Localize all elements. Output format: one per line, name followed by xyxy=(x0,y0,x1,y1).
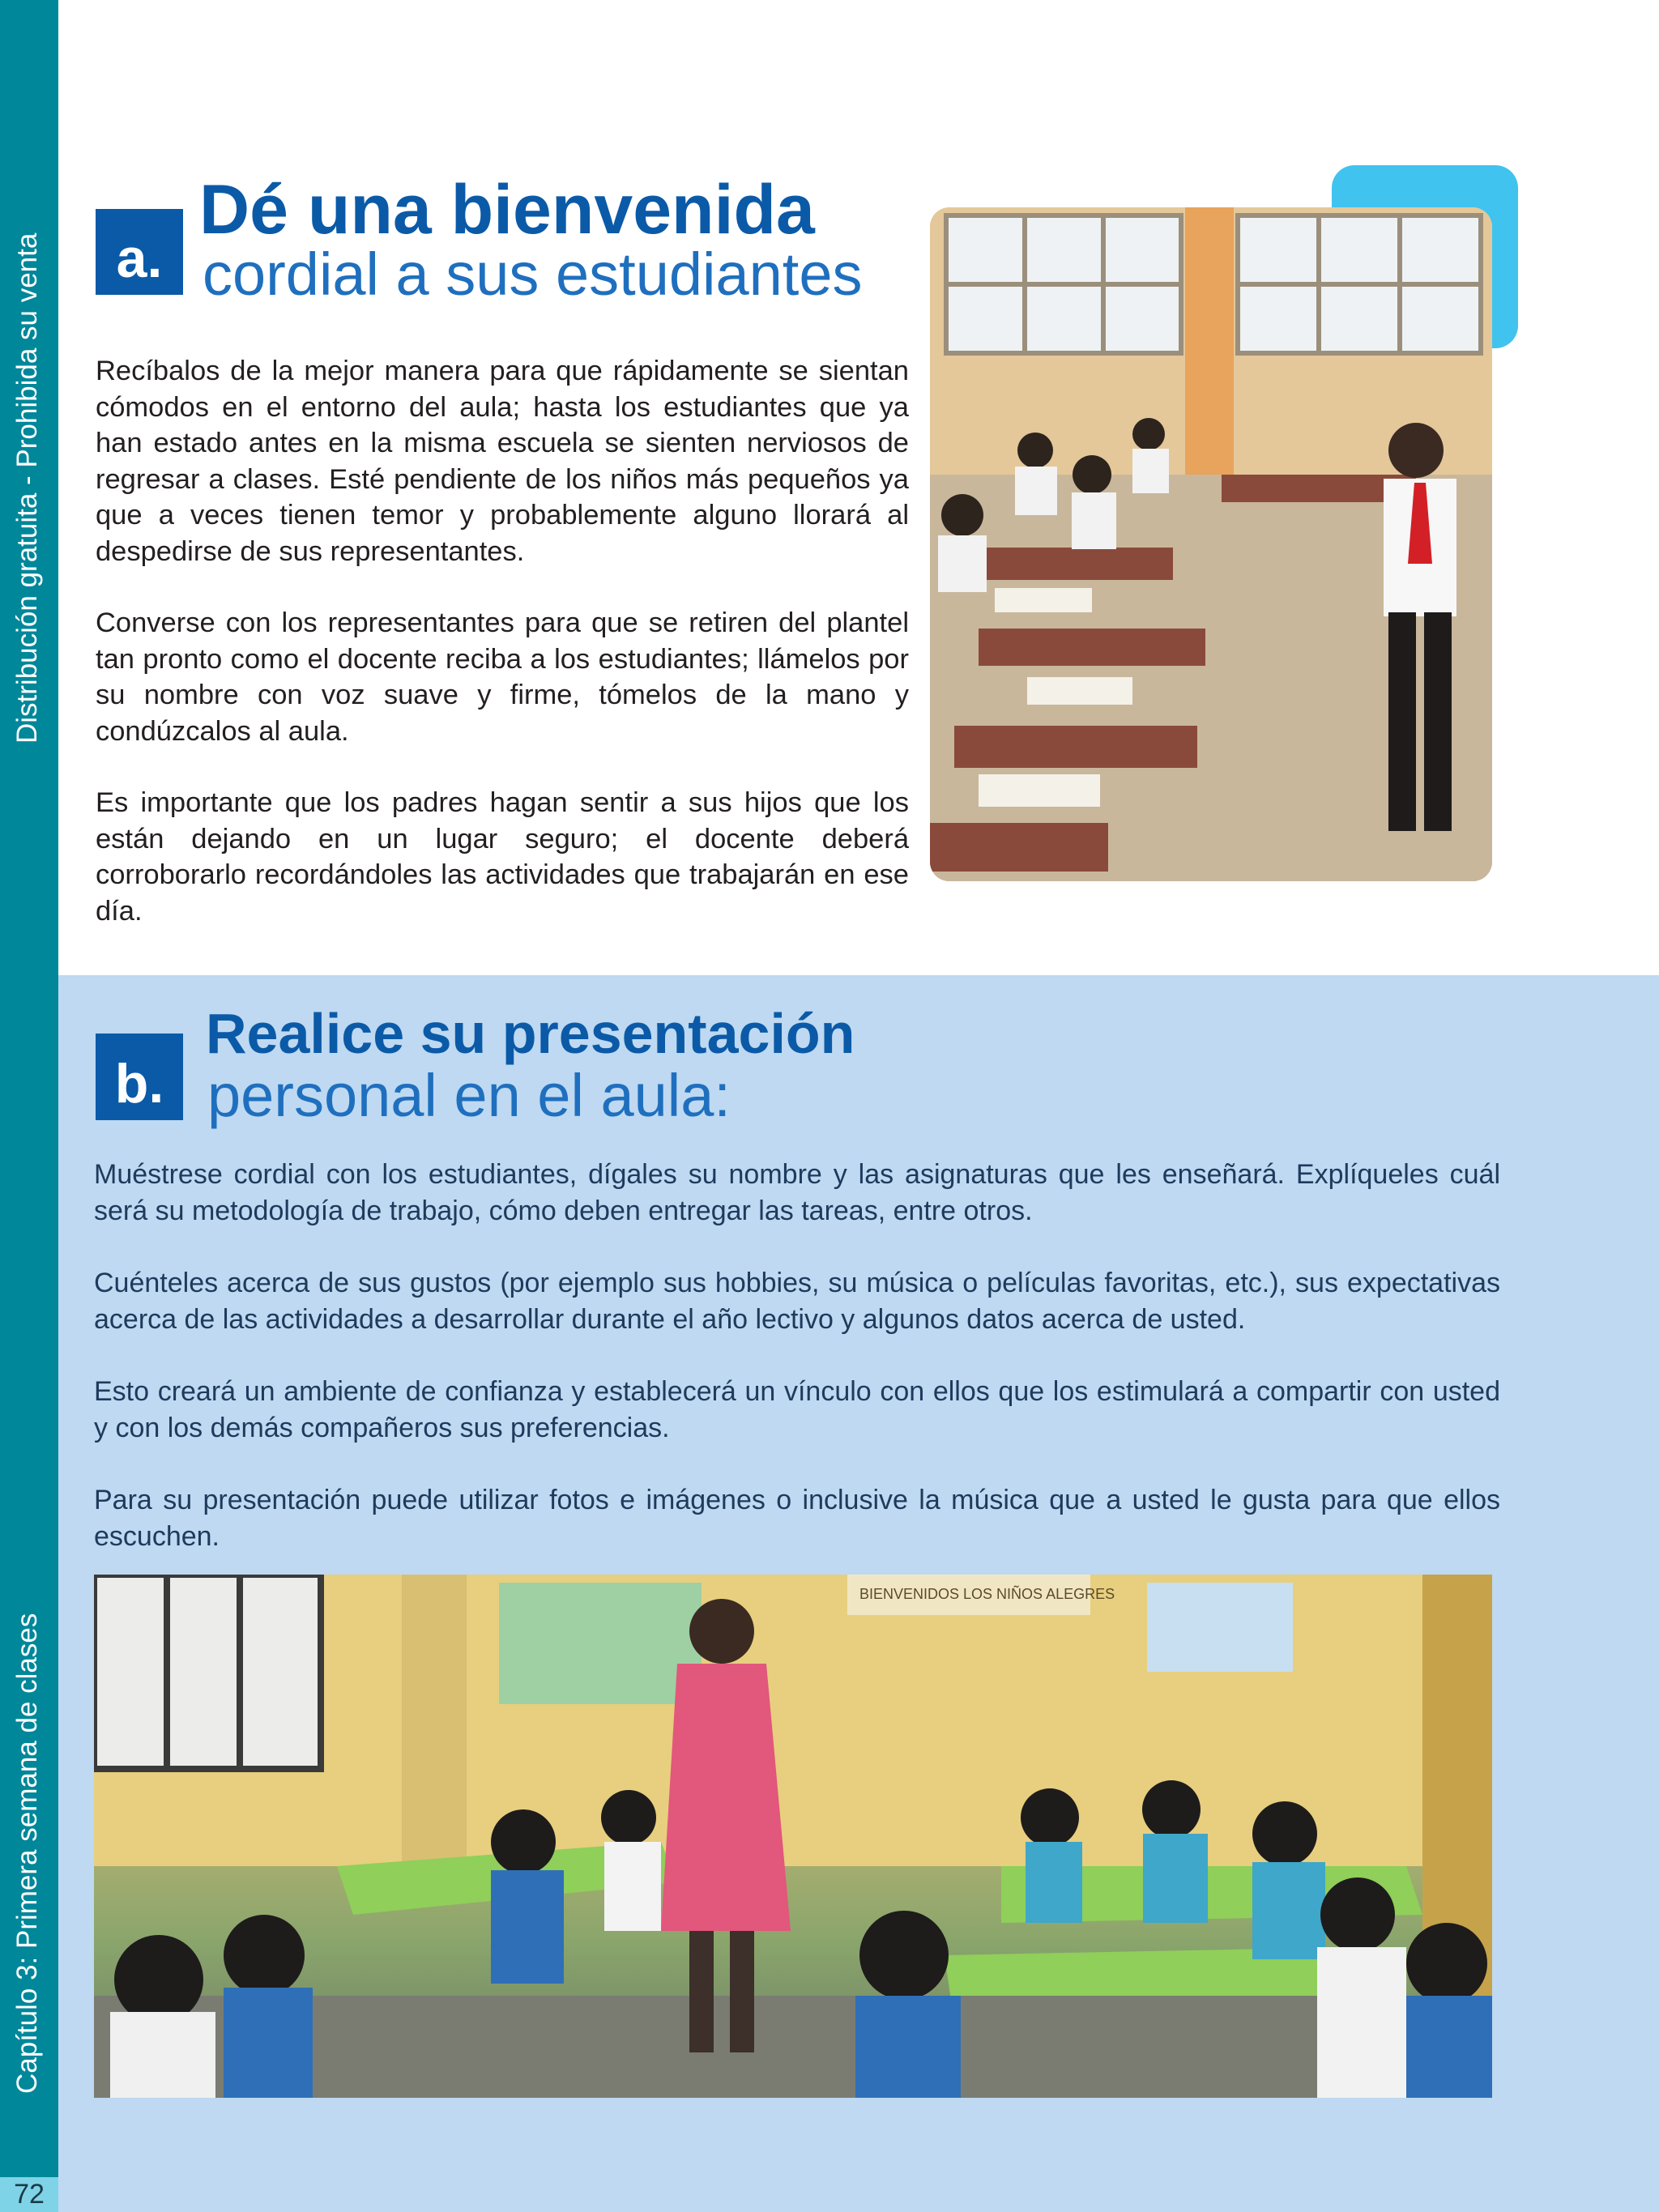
section-b-paragraph-4: Para su presentación puede utilizar fotos e imágenes o inclusive la música que a usted le gusta para que ellos escuchen. xyxy=(94,1485,1500,1552)
section-b-body xyxy=(94,1157,1500,1591)
section-b-paragraph-1: Muéstrese cordial con los estudiantes, dígales su nombre y las asignaturas que les enseñará. Explíqueles cuál será su metodología de trabajo, cómo deben entregar las tareas, entre otros. xyxy=(94,1159,1500,1226)
section-b-letter: b. xyxy=(96,1034,183,1120)
section-a-letter: a. xyxy=(96,209,183,295)
wall-sign: BIENVENIDOS LOS NIÑOS ALEGRES xyxy=(859,1586,1115,1602)
sidebar-distribution-notice: Distribución gratuita - Prohibida su venta xyxy=(11,232,43,744)
classroom-photo-teacher-welcome xyxy=(930,207,1492,881)
section-b-paragraph-3: Esto creará un ambiente de confianza y establecerá un vínculo con ellos que los estimulará a compartir con usted y con los demás compañeros sus preferencias. xyxy=(94,1376,1500,1443)
section-a-title-bold: Dé una bienvenida xyxy=(199,171,815,249)
section-b-paragraph-2: Cuénteles acerca de sus gustos (por ejemplo sus hobbies, su música o películas favoritas, etc.), sus expectativas acerca de las actividades a desarrollar durante el año lectivo y algunos datos acerca de usted. xyxy=(94,1268,1500,1335)
section-a-paragraph-2: Converse con los representantes para que se retiren del plantel tan pronto como el docente reciba a los estudiantes; llámelos por su nombre con voz suave y firme, tómelos de la mano y condúzcalos al aula. xyxy=(96,607,909,747)
section-a-title-light: cordial a sus estudiantes xyxy=(203,241,863,308)
page-number: 72 xyxy=(0,2177,58,2212)
section-a-paragraph-1: Recíbalos de la mejor manera para que rápidamente se sientan cómodos en el entorno del aula; hasta los estudiantes que ya han estado antes en la misma escuela se sienten nerviosos de regresar a clases. Esté pendiente de los niños más pequeños ya que a veces tienen temor y probablemente alguno llorará al despedirse de sus representantes. xyxy=(96,356,909,567)
section-b-title-bold: Realice su presentación xyxy=(206,1002,855,1065)
section-b-title-light: personal en el aula: xyxy=(207,1062,731,1129)
classroom-photo-illustration-b xyxy=(94,1575,1492,2098)
classroom-photo-children-tables xyxy=(94,1575,1492,2098)
section-a-body xyxy=(96,353,909,965)
classroom-photo-illustration xyxy=(930,207,1492,881)
section-a-paragraph-3: Es importante que los padres hagan sentir a sus hijos que los están dejando en un lugar seguro; el docente deberá corroborarlo recordándoles las actividades que trabajarán en ese día. xyxy=(96,787,909,927)
sidebar-chapter-label: Capítulo 3: Primera semana de clases xyxy=(11,1613,43,2094)
